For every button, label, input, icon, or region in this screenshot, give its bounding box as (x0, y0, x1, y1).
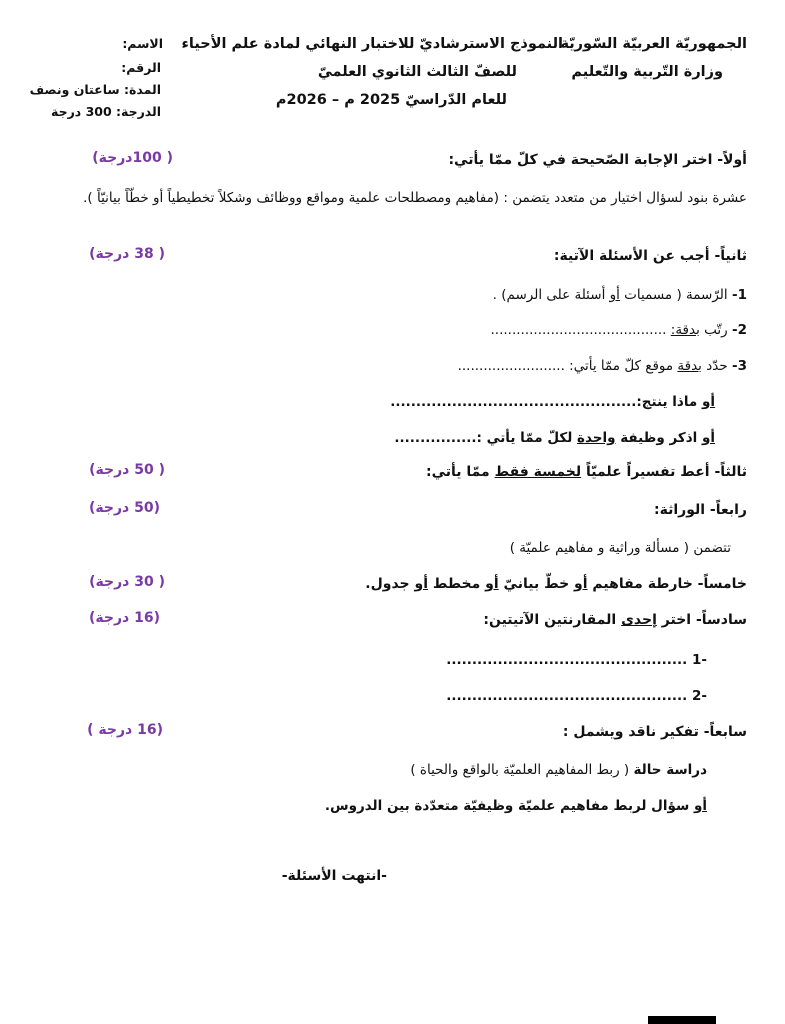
q2-alt-1 (390, 394, 715, 410)
q5-or-b: أو (485, 576, 499, 592)
q2-item-1-or: أو (609, 287, 620, 303)
q7-alt-text: سؤال لربط مفاهيم علميّة وظيفيّة متعدّدة بين الدروس. (324, 798, 694, 814)
exam-duration: المدة: ساعتان ونصف (29, 82, 161, 97)
q5-title-d: جدول. (365, 576, 415, 592)
q4-points: (50 درجة) (89, 500, 160, 516)
q1-title: أولاً- اختر الإجابة الصّحيحة في كلّ ممّا يأتي: (448, 152, 747, 168)
academic-year: للعام الدّراسيّ 2025 م – 2026م (275, 92, 507, 108)
q2-alt-1-or: أو (701, 394, 715, 410)
scan-edge-mark (648, 1016, 716, 1024)
grade-level: للصفّ الثالث الثانوي العلميّ (317, 64, 517, 80)
q2-item-3-underline: بدقة (677, 358, 702, 374)
q7-case-study (410, 762, 707, 778)
exam-title: النموذج الاسترشاديّ للاختبار النهائي لمادة علم الأحياء (181, 36, 563, 52)
name-label: الاسم: (122, 36, 163, 51)
q6-title-underline: إحدى (621, 612, 657, 628)
q6-title (483, 612, 747, 628)
q5-title-b: خطّ بيانيّ (498, 576, 575, 592)
q2-item-3 (458, 358, 747, 374)
q6-title-a: سادساً- اختر (656, 612, 747, 628)
q2-alt-1-text: ماذا ينتج:................................................ (390, 394, 702, 410)
q5-or-a: أو (574, 576, 588, 592)
q4-title: رابعاً- الوراثة: (654, 502, 747, 518)
q7-alt-or: أو (693, 798, 707, 814)
ministry-name: وزارة التّربية والتّعليم (571, 64, 723, 80)
q4-description: تتضمن ( مسألة وراثية و مفاهيم علميّة ) (509, 540, 731, 556)
q1-description: عشرة بنود لسؤال اختيار من متعدد يتضمن : (مفاهيم ومصطلحات علمية ومواقع ووظائف وشكلاً تخطيطياً أو خطّاً بيانيّاً ). (83, 190, 747, 206)
q7-points: (16 درجة ) (87, 722, 163, 738)
q2-title: ثانياً- أجب عن الأسئلة الآتية: (553, 248, 747, 264)
q2-item-1-text-b: أسئلة على الرسم) . (492, 287, 610, 303)
q3-points: ( 50 درجة) (89, 462, 165, 478)
q7-title: سابعاً- تفكير ناقد ويشمل : (562, 724, 747, 740)
end-of-questions: -انتهت الأسئلة- (281, 868, 387, 884)
q6-comparison-1: -1 ............................................... (446, 652, 707, 668)
country-name: الجمهوريّة العربيّة السّوريّة (560, 36, 747, 52)
q3-title-b: ممّا يأتي: (425, 464, 495, 480)
total-score: الدرجة: 300 درجة (51, 104, 161, 119)
q6-title-b: المقارنتين الآتيتين: (483, 612, 622, 628)
q7-case-label: دراسة حالة (633, 762, 707, 778)
q3-title-a: ثالثاً- أعط تفسيراً علميّاً (581, 464, 747, 480)
q7-case-description: ( ربط المفاهيم العلميّة بالواقع والحياة ) (410, 762, 634, 778)
q3-title-underline: لخمسة فقط (494, 464, 582, 480)
q7-alternative (325, 798, 707, 814)
q2-item-2-dots: ......................................... (490, 322, 667, 338)
q6-points: (16 درجة) (89, 610, 160, 626)
q1-points: ( 100درجة) (92, 150, 173, 166)
q2-alt-2-or: أو (701, 430, 715, 446)
q2-item-2-number: 2- (731, 322, 747, 338)
q2-alt-2-text-a: اذكر وظيفة (615, 430, 702, 446)
number-label: الرقم: (121, 60, 161, 75)
q2-alt-2 (394, 430, 715, 446)
q2-alt-2-underline: واحدة (577, 430, 616, 446)
q2-item-2-text-a: رتّب (699, 322, 728, 338)
q2-item-1 (493, 287, 747, 303)
q5-or-c: أو (414, 576, 429, 592)
q6-comparison-2: -2 ............................................... (446, 688, 707, 704)
q2-alt-2-text-b: لكلّ ممّا يأتي :................ (394, 430, 577, 446)
q3-title (426, 464, 747, 480)
q5-title (365, 576, 747, 592)
q5-points: ( 30 درجة) (89, 574, 165, 590)
q2-item-3-number: 3- (731, 358, 747, 374)
q2-item-2 (491, 322, 747, 338)
q5-title-c: مخطط (428, 576, 486, 592)
q2-item-3-text-a: حدّد (701, 358, 728, 374)
q2-points: ( 38 درجة) (89, 246, 165, 262)
q5-title-a: خامساً- خارطة مفاهيم (587, 576, 747, 592)
q2-item-2-underline: بدقة: (670, 322, 700, 338)
q2-item-1-number: 1- (731, 287, 747, 303)
q2-item-1-text-a: الرّسمة ( مسميات (619, 287, 728, 303)
q2-item-3-text-b: موقع كلّ ممّا يأتي: ......................... (457, 358, 678, 374)
